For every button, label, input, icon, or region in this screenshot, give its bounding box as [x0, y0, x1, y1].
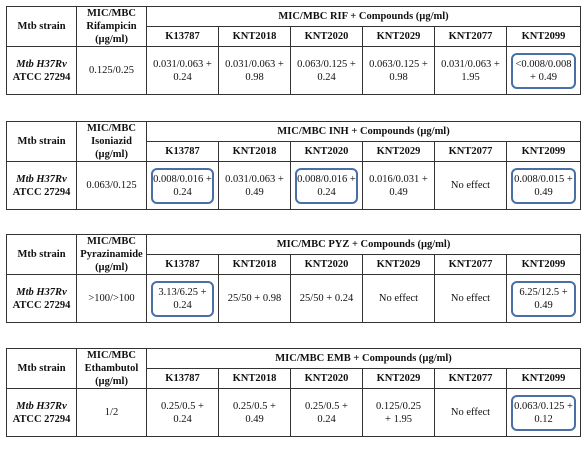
value-line: 0.031/0.063 +	[441, 58, 500, 70]
value-line: 0.25/0.5 +	[161, 400, 204, 412]
header-row	[7, 235, 581, 255]
mic-header-line: Rifampicin	[86, 21, 137, 32]
strain-cell	[7, 162, 77, 210]
strain-id: ATCC 27294	[12, 71, 71, 83]
strain-name: Mtb H37Rv	[16, 286, 67, 298]
value-line: 0.125/0.25	[376, 400, 421, 412]
value-line: 0.25/0.5 +	[233, 400, 276, 412]
combination-cell	[219, 47, 291, 95]
highlight-box	[511, 53, 576, 89]
value-line: 0.063/0.125 +	[514, 400, 573, 412]
value-line: + 0.49	[530, 71, 557, 83]
mic-header-line: MIC/MBC	[87, 8, 136, 19]
value-line: No effect	[378, 293, 419, 304]
mic-header	[77, 235, 147, 275]
strain-id: ATCC 27294	[12, 413, 71, 425]
combination-cell	[435, 275, 507, 323]
highlight-box	[511, 168, 576, 204]
compound-header: K13787	[147, 369, 219, 389]
value-wrap	[437, 292, 504, 305]
results-table-4	[6, 348, 580, 437]
combination-cell	[435, 389, 507, 437]
value-line: 0.49	[534, 186, 553, 198]
compound-header: KNT2077	[435, 369, 507, 389]
highlight-box	[511, 395, 576, 431]
value-line: 0.008/0.016 +	[153, 173, 212, 185]
highlight-box	[151, 168, 214, 204]
mic-header-line: Ethambutol	[84, 363, 139, 374]
value-line: No effect	[450, 293, 491, 304]
combination-cell	[435, 47, 507, 95]
combination-cell	[507, 47, 581, 95]
value-line: 0.031/0.063 +	[225, 58, 284, 70]
compound-header: KNT2077	[435, 255, 507, 275]
header-row	[7, 122, 581, 142]
compound-header: KNT2029	[363, 142, 435, 162]
compound-header: KNT2099	[507, 255, 581, 275]
group-header: MIC/MBC INH + Compounds (µg/ml)	[147, 122, 581, 142]
value-line: 0.008/0.016 +	[297, 173, 356, 185]
combination-cell	[219, 275, 291, 323]
compound-header: KNT2099	[507, 142, 581, 162]
value-line: 1.95	[461, 71, 480, 83]
mic-value-cell: 0.125/0.25	[77, 47, 147, 95]
compound-header: KNT2020	[291, 369, 363, 389]
combination-cell	[363, 275, 435, 323]
compound-header: KNT2018	[219, 27, 291, 47]
compound-header: KNT2018	[219, 369, 291, 389]
mic-value-cell: >100/>100	[77, 275, 147, 323]
highlight-box	[295, 168, 358, 204]
table-row	[7, 389, 581, 437]
group-header: MIC/MBC PYZ + Compounds (µg/ml)	[147, 235, 581, 255]
mic-header-line: Isoniazid	[91, 136, 132, 147]
mic-value-cell: 1/2	[77, 389, 147, 437]
value-line: 0.24	[173, 71, 192, 83]
highlight-box	[511, 281, 576, 317]
combination-cell	[435, 162, 507, 210]
value-line: 0.24	[317, 186, 336, 198]
combination-cell	[219, 389, 291, 437]
strain-name: Mtb H37Rv	[16, 400, 67, 412]
combination-cell	[363, 47, 435, 95]
value-line: 0.24	[173, 299, 192, 311]
combination-cell	[147, 275, 219, 323]
value-wrap	[221, 173, 288, 199]
combination-cell	[147, 47, 219, 95]
mic-header-line: Pyrazinamide	[80, 249, 143, 260]
value-wrap	[437, 406, 504, 419]
value-line: + 1.95	[385, 413, 412, 425]
mic-header-line: MIC/MBC	[87, 123, 136, 134]
compound-header: KNT2018	[219, 142, 291, 162]
compound-header: KNT2029	[363, 27, 435, 47]
mic-header	[77, 7, 147, 47]
mic-header	[77, 349, 147, 389]
highlight-box	[151, 281, 214, 317]
value-wrap	[149, 400, 216, 426]
strain-header: Mtb strain	[7, 349, 77, 389]
mic-table	[6, 121, 581, 210]
value-line: 0.12	[534, 413, 553, 425]
value-wrap	[365, 58, 432, 84]
strain-cell	[7, 389, 77, 437]
strain-id: ATCC 27294	[12, 186, 71, 198]
combination-cell	[291, 47, 363, 95]
mic-table	[6, 234, 581, 323]
results-table-3	[6, 234, 580, 323]
combination-cell	[291, 275, 363, 323]
combination-cell	[507, 162, 581, 210]
mic-value-cell: 0.063/0.125	[77, 162, 147, 210]
value-line: 0.49	[389, 186, 408, 198]
results-table-1	[6, 6, 580, 95]
compound-header: KNT2029	[363, 255, 435, 275]
header-row	[7, 7, 581, 27]
value-line: 6.25/12.5 +	[519, 286, 568, 298]
table-row	[7, 47, 581, 95]
value-line: 0.031/0.063 +	[225, 173, 284, 185]
value-line: No effect	[450, 407, 491, 418]
compound-header: K13787	[147, 27, 219, 47]
value-wrap	[293, 400, 360, 426]
compound-header: KNT2020	[291, 27, 363, 47]
combination-cell	[147, 162, 219, 210]
value-wrap	[365, 173, 432, 199]
combination-cell	[219, 162, 291, 210]
combination-cell	[363, 389, 435, 437]
value-wrap	[221, 58, 288, 84]
value-line: 0.24	[317, 413, 336, 425]
value-line: 0.24	[317, 71, 336, 83]
compound-header: KNT2099	[507, 27, 581, 47]
combination-cell	[147, 389, 219, 437]
mic-header-line: MIC/MBC	[87, 350, 136, 361]
compound-header: KNT2018	[219, 255, 291, 275]
value-line: 0.24	[173, 413, 192, 425]
strain-id: ATCC 27294	[12, 299, 71, 311]
value-wrap	[149, 58, 216, 84]
compound-header: K13787	[147, 142, 219, 162]
value-line: <0.008/0.008	[515, 58, 572, 70]
strain-header: Mtb strain	[7, 7, 77, 47]
value-line: 3.13/6.25 +	[158, 286, 207, 298]
value-line: 0.98	[389, 71, 408, 83]
value-wrap	[293, 58, 360, 84]
group-header: MIC/MBC RIF + Compounds (µg/ml)	[147, 7, 581, 27]
value-wrap	[221, 292, 288, 305]
results-table-2	[6, 121, 580, 210]
value-line: 0.49	[534, 299, 553, 311]
mic-header-line: (µg/ml)	[95, 149, 128, 160]
value-line: 0.98	[245, 71, 264, 83]
mic-header-line: (µg/ml)	[95, 34, 128, 45]
strain-cell	[7, 47, 77, 95]
compound-header: KNT2029	[363, 369, 435, 389]
strain-cell	[7, 275, 77, 323]
combination-cell	[291, 162, 363, 210]
combination-cell	[507, 389, 581, 437]
combination-cell	[291, 389, 363, 437]
strain-header: Mtb strain	[7, 122, 77, 162]
compound-header: KNT2077	[435, 142, 507, 162]
value-wrap	[221, 400, 288, 426]
value-line: 0.016/0.031 +	[369, 173, 428, 185]
compound-header: K13787	[147, 255, 219, 275]
value-wrap	[365, 292, 432, 305]
value-wrap	[365, 400, 432, 426]
value-line: 0.008/0.015 +	[514, 173, 573, 185]
value-wrap	[437, 58, 504, 84]
value-line: 0.49	[245, 413, 264, 425]
value-line: 0.031/0.063 +	[153, 58, 212, 70]
strain-name: Mtb H37Rv	[16, 58, 67, 70]
header-row	[7, 349, 581, 369]
value-wrap	[293, 292, 360, 305]
compound-header: KNT2020	[291, 255, 363, 275]
value-line: 0.063/0.125 +	[369, 58, 428, 70]
mic-header-line: (µg/ml)	[95, 376, 128, 387]
value-line: 25/50 + 0.24	[299, 293, 354, 304]
mic-header-line: MIC/MBC	[87, 236, 136, 247]
mic-table	[6, 6, 581, 95]
strain-name: Mtb H37Rv	[16, 173, 67, 185]
compound-header: KNT2077	[435, 27, 507, 47]
value-line: 0.063/0.125 +	[297, 58, 356, 70]
table-row	[7, 162, 581, 210]
mic-header-line: (µg/ml)	[95, 262, 128, 273]
table-row	[7, 275, 581, 323]
strain-header: Mtb strain	[7, 235, 77, 275]
value-line: 0.24	[173, 186, 192, 198]
value-wrap	[437, 179, 504, 192]
value-line: 0.49	[245, 186, 264, 198]
value-line: 25/50 + 0.98	[227, 293, 282, 304]
value-line: 0.25/0.5 +	[305, 400, 348, 412]
mic-header	[77, 122, 147, 162]
compound-header: KNT2020	[291, 142, 363, 162]
value-line: No effect	[450, 180, 491, 191]
combination-cell	[507, 275, 581, 323]
mic-table	[6, 348, 581, 437]
combination-cell	[363, 162, 435, 210]
compound-header: KNT2099	[507, 369, 581, 389]
group-header: MIC/MBC EMB + Compounds (µg/ml)	[147, 349, 581, 369]
